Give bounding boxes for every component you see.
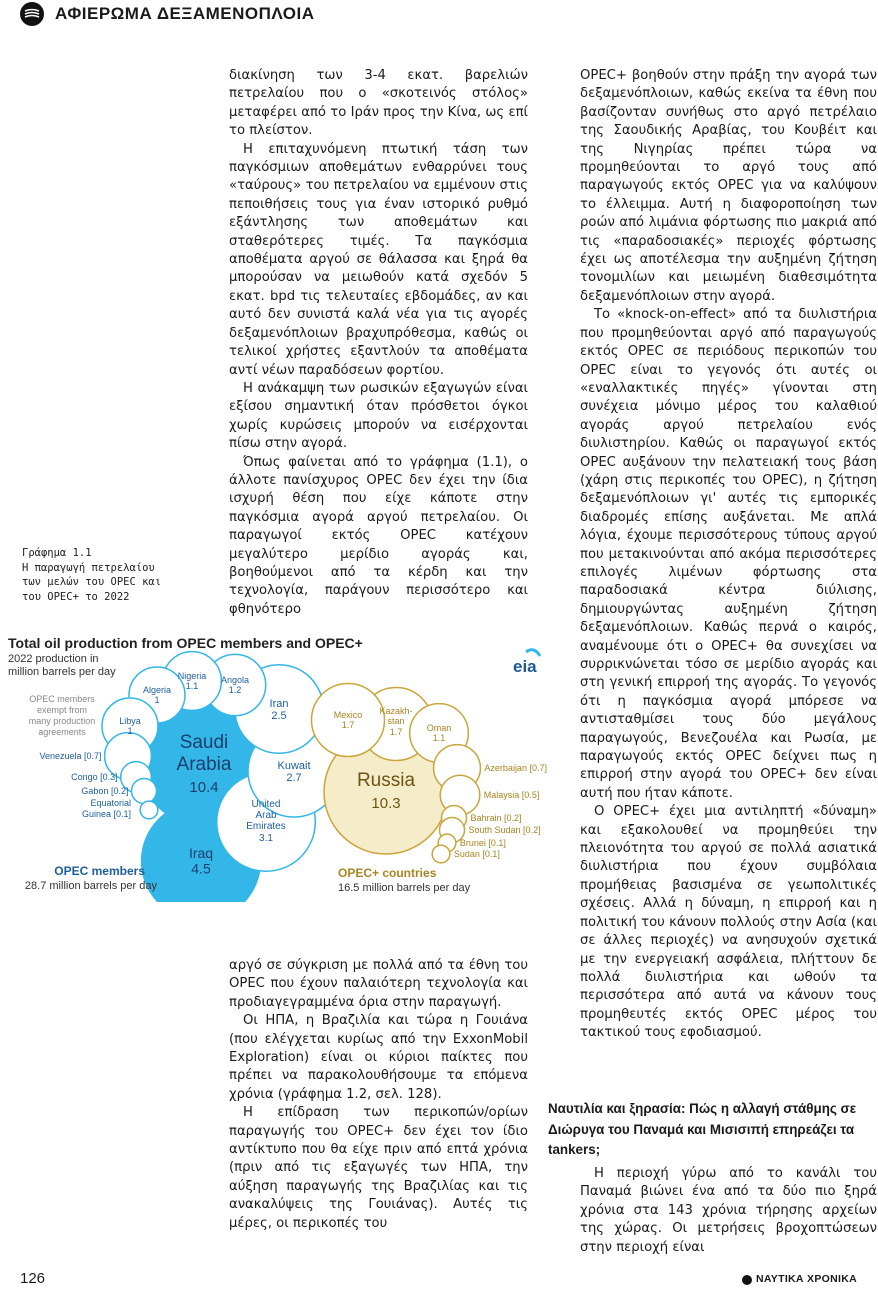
column-left-bottom	[229, 957, 528, 1233]
exempt-note: many production	[28, 716, 96, 726]
bubble-value: 1.1	[185, 680, 199, 691]
eia-logo-arc	[526, 650, 540, 656]
bubble-label: Sudan [0.1]	[453, 849, 500, 859]
caption-line: των μελών του OPEC και	[22, 576, 162, 588]
bubble-label: Kazakh-	[379, 706, 413, 716]
magazine-brand: ΝΑΥΤΙΚΑ ΧΡΟΝΙΚΑ	[756, 1273, 857, 1285]
bubble-label: Iran	[269, 698, 289, 710]
bubble-value: 10.3	[371, 795, 401, 812]
paragraph: Η επιταχυνόμενη πτωτική τάση των παγκόσμιων αποθεμάτων ενθαρρύνει τους «ταύρους» του πετρελαίου να εμμένουν στις πεποιθήσεις τους για έναν ιστορικό ρυθμό εξάντλησης των αποθεμάτων και σταθερότερες τιμές. Τα παγκόσμια αποθέματα αργού σε θάλασσα και ξηρά θα μπορούσαν να μειωθούν κατά σχεδόν 5 εκατ. bpd τις τελευταίες εβδομάδες, αν και αυτό δεν συνιστά καλά νέα για τις αγορές δεξαμενόπλοιων βραχυπρόθεσμα, καθώς οι τελικοί χρήστες εξαντλούν τα αποθέματα αντί νέων παραδόσεων φορτίου.	[229, 141, 528, 378]
bubble-label: Oman	[426, 723, 452, 733]
exempt-note: exempt from	[36, 705, 88, 715]
section-subheading: Ναυτιλία και ξηρασία: Πώς η αλλαγή στάθμης σε Διώρυγα του Παναμά και Μισισιπή επηρεάζει τα tankers;	[548, 1101, 857, 1157]
bubble-value: 1.7	[389, 727, 403, 737]
eia-logo: eia	[513, 657, 537, 676]
bubble-value: 3.1	[259, 833, 273, 844]
bubble-value: 1.2	[228, 684, 242, 695]
opec-total-label: OPEC members	[54, 864, 145, 878]
paragraph: Η ανάκαμψη των ρωσικών εξαγωγών είναι εξίσου σημαντική όταν πρόσθετοι όγκοι χωρίς κυρώσεις μπορούν να εισέρχονται πίσω στην αγορά.	[229, 380, 528, 452]
bubble-label: Angola	[220, 675, 250, 685]
column-right	[580, 67, 877, 1043]
bubble-label: Arabia	[176, 754, 232, 775]
chart-subtitle: 2022 production in	[8, 653, 99, 665]
opec-bubble-equatorial-guinea	[140, 801, 158, 819]
bubble-label: Malaysia [0.5]	[483, 790, 540, 800]
paragraph: Η επίδραση των περικοπών/ορίων παραγωγής του OPEC+ δεν έχει τον ίδιο αντίκτυπο που θα είχε πριν από επτά χρόνια (πριν από τις εξαγωγές των ΗΠΑ, την αύξηση παραγωγής της Βραζιλίας και τις ανακαλύψεις της Γουιάνας). Αυτές τις μέρες, οι περικοπές του	[229, 1105, 528, 1231]
brand-logo-icon	[742, 1275, 752, 1285]
bubble-label: Kuwait	[277, 760, 311, 772]
bubble-label: Algeria	[142, 685, 172, 695]
bubble-label: Russia	[356, 770, 416, 791]
caption-line: Γράφημα 1.1	[22, 547, 92, 559]
chart-subtitle: million barrels per day	[8, 666, 116, 678]
bubble-value: 2.7	[286, 772, 302, 785]
bubble-label: Nigeria	[177, 671, 207, 681]
bubble-value: 1	[127, 725, 133, 736]
bubble-label: stan	[387, 716, 405, 726]
paragraph: διακίνηση των 3-4 εκατ. βαρελιών πετρελαίου που ο «σκοτεινός στόλος» μεταφέρει από το Ιράν προς την Κίνα, ως επί το πλείστον.	[229, 68, 528, 139]
bubble-value: 4.5	[191, 860, 211, 877]
caption-line: Η παραγωγή πετρελαίου	[22, 561, 155, 574]
bubble-value: 1	[154, 694, 160, 705]
opec-total: 28.7 million barrels per day	[24, 880, 157, 892]
bubble-label: Emirates	[246, 821, 286, 832]
bubble-value: 1.1	[432, 732, 446, 743]
oil-production-bubble-chart	[0, 632, 560, 902]
paragraph: αργό σε σύγκριση με πολλά από τα έθνη του OPEC που έχουν παλαιότερη τεχνολογία και προδιαγεγραμμένα όρια στην παραγωγή.	[229, 958, 528, 1010]
paragraph: Το «knock-on-effect» από τα διυλιστήρια που προμηθεύονται αργό από παραγωγούς εκτός OPEC σε περιόδους περικοπών του OPEC είναι το γεγονός ότι αυτές οι «εναλλακτικές πηγές» γίνονται στη συνέχεια μόνιμο μέρος του καλαθιού αγοράς αργού πετρελαίου ενός διυλιστηρίου. Καθώς οι παραγωγοί εκτός OPEC αυξάνουν την πελατειακή τους βάση (χάρη στις περικοπές του OPEC), η ζήτηση δεξαμενόπλοιων γι' αυτές τις εμπορικές διαδρομές επίσης αυξάνεται. Με απλά λόγια, έχουμε περισσότερους τύπους αργού που μετακινούνται από ακόμα περισσότερες επιλογές λιμένων φόρτωσης στα παραδοσιακά κέντρα διύλισης, δημιουργώντας αυξημένη ζήτηση δεξαμενόπλοιων. Καθώς περνά ο καιρός, αναμένουμε ότι ο OPEC+ θα συνεχίσει να συρρικνώνεται τόσο σε μερίδιο αγοράς και στη γενική επιρροή της αγοράς. Το γεγονός ότι η παγκόσμια αγορά μπόρεσε να αντισταθμίσει τους δύο μεγάλους παραγωγούς, Βενεζουέλα και Ρωσία, με παραγωγούς εκτός OPEC δείχνει πως η επιρροή στην αγορά του OPEC+ δεν είναι αυτή που ήταν κάποτε.	[580, 307, 877, 801]
column-left-top	[229, 67, 528, 619]
paragraph: Όπως φαίνεται από το γράφημα (1.1), ο άλλοτε πανίσχυρος OPEC δεν έχει την ίδια ισχυρή θέση που είχε κάποτε στην παγκόσμια αγορά αργού πετρελαίου. Οι παραγωγοί εκτός OPEC κατέχουν μεγαλύτερο μερίδιο αγοράς και, βοηθούμενοι από τα κέρδη και την τεχνολογία, παράγουν περισσότερο και φθηνότερο	[229, 454, 528, 617]
paragraph: OPEC+ βοηθούν στην πράξη την αγορά των δεξαμενόπλοιων, καθώς εκείνα τα έθνη που βασίζονταν συνήθως στο αργό πετρέλαιο της Σαουδικής Αραβίας, του Κουβέιτ και της Νιγηρίας πρέπει τώρα να προμηθεύονται το αργό τους από παραγωγούς εκτός OPEC για να καλύψουν το έλλειμμα. Αυτή η διαφοροποίηση των ροών από λιμάνια φόρτωσης πιο μακριά από τις «παραδοσιακές» περιοχές φόρτωσης έχει ως αποτέλεσμα την αυξημένη ζήτηση τονομιλίων και μειωμένη διαθεσιμότητα δεξαμενόπλοιων στην αγορά.	[580, 68, 877, 304]
chart-title: Total oil production from OPEC members and OPEC+	[8, 635, 363, 651]
paragraph: Ο OPEC+ έχει μια αντιληπτή «δύναμη» και εξακολουθεί να προμηθεύει την πλειονότητα του αργού σε πολλά ασιατικά διυλιστήρια που έχουν συμβόλαια προμήθειας βασισμένα σε γεωπολιτικές σχέσεις. Αλλά η δύναμη, η επιρροή και η πολιτική του κάνουν πολλούς στην Ασία (και σε άλλες περιοχές) να ανησυχούν σχετικά με την ενεργειακή ασφάλεια, πλήττουν δε πολλά διυλιστήρια και ωθούν τα περισσότερα από αυτά να κάνουν τους προμηθευτές εκτός OPEC μέρος του τακτικού τους εφοδιασμού.	[580, 804, 877, 1041]
bubble-label: Saudi	[179, 732, 229, 753]
bubble-value: 1.7	[341, 719, 355, 730]
bubble-label: Congo [0.3]	[71, 772, 118, 782]
bubble-label: United	[251, 799, 281, 810]
bubble-label: Azerbaijan [0.7]	[484, 763, 547, 773]
paragraph: Η περιοχή γύρω από το κανάλι του Παναμά βιώνει ένα από τα δύο πιο ξηρά χρόνια στα 143 χρόνια τήρησης αρχείων της χώρας. Οι μετρήσεις βροχοπτώσεων στην περιοχή είναι	[580, 1166, 877, 1255]
bubble-label: Venezuela [0.7]	[39, 751, 102, 761]
column-right-bottom	[580, 1165, 877, 1257]
bubble-label: South Sudan [0.2]	[468, 825, 541, 835]
bubble-label: Gabon [0.2]	[81, 786, 129, 796]
bubble-label: Brunei [0.1]	[459, 838, 506, 848]
section-title: ΑΦΙΕΡΩΜΑ ΔΕΞΑΜΕΝΟΠΛΟΙΑ	[55, 4, 315, 23]
magazine-logo-icon	[20, 2, 44, 26]
bubble-label: Arab	[255, 810, 277, 821]
opecplus-total-label: OPEC+ countries	[338, 866, 437, 880]
exempt-note: agreements	[38, 727, 86, 737]
bubble-value: 10.4	[189, 779, 219, 796]
bubble-label: Iraq	[188, 845, 214, 861]
opecplus-total: 16.5 million barrels per day	[338, 882, 471, 894]
opecplus-bubble-sudan	[432, 845, 450, 863]
bubble-label: Mexico	[333, 710, 363, 720]
bubble-label: Bahrain [0.2]	[470, 813, 522, 823]
caption-line: του OPEC+ το 2022	[22, 590, 130, 603]
figure-caption	[22, 546, 161, 604]
page-number: 126	[20, 1270, 46, 1287]
paragraph: Οι ΗΠΑ, η Βραζιλία και τώρα η Γουιάνα (που ελέγχεται κυρίως από την ExxonMobil Exploration) είναι οι κύριοι παίκτες που πρέπει να παρακολουθήσουμε τα επόμενα χρόνια (γράφημα 1.2, σελ. 128).	[229, 1013, 528, 1102]
exempt-note: OPEC members	[29, 694, 95, 704]
bubble-value: 2.5	[271, 710, 287, 723]
bubble-label: Guinea [0.1]	[81, 809, 131, 819]
bubble-label: Equatorial	[90, 798, 131, 808]
opec-bubble-gabon	[131, 778, 156, 803]
bubble-label: Libya	[119, 716, 141, 726]
